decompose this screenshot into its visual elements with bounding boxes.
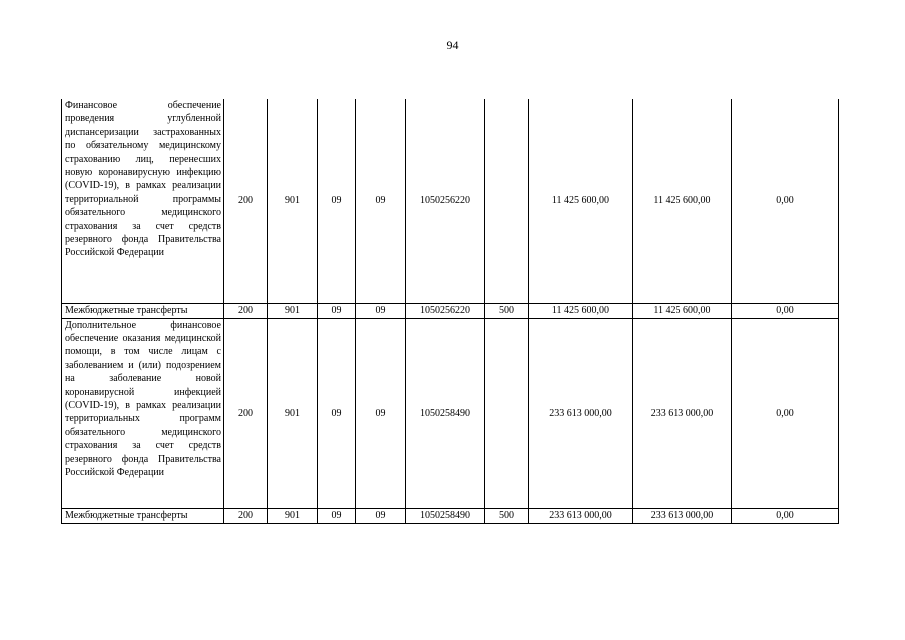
subsection-cell: 09	[356, 303, 406, 318]
table-row	[62, 318, 839, 508]
code-a-cell: 200	[224, 508, 268, 523]
subsection-cell: 09	[356, 508, 406, 523]
table-row	[62, 508, 839, 523]
code-a-cell: 200	[224, 99, 268, 303]
amount-2-cell: 233 613 000,00	[633, 508, 732, 523]
budget-table	[61, 99, 839, 524]
section-cell: 09	[318, 508, 356, 523]
subsection-cell: 09	[356, 99, 406, 303]
subsection-cell: 09	[356, 318, 406, 508]
target-article-cell: 1050258490	[406, 508, 485, 523]
page-number: 94	[446, 38, 459, 52]
code-b-cell: 901	[268, 508, 318, 523]
amount-1-cell: 233 613 000,00	[529, 508, 633, 523]
row-description: Финансовое обеспечение проведения углубленной диспансеризации застрахованных по обязательному медицинскому страхованию лиц, перенесших новую коронавирусную инфекцию (COVID-19), в рамках реализации территориальной программы обязательного медицинского страхования за счет средств резервного фонда Правительства Российской Федерации	[62, 99, 224, 303]
target-article-cell: 1050256220	[406, 303, 485, 318]
expense-type-cell: 500	[485, 303, 529, 318]
section-cell: 09	[318, 99, 356, 303]
table-row	[62, 99, 839, 303]
amount-1-cell: 233 613 000,00	[529, 318, 633, 508]
table-row	[62, 303, 839, 318]
section-cell: 09	[318, 303, 356, 318]
code-a-cell: 200	[224, 318, 268, 508]
row-description: Дополнительное финансовое обеспечение оказания медицинской помощи, в том числе лицам с заболеванием и (или) подозрением на заболевание новой коронавирусной инфекцией (COVID-19), в рамках реализации территориальных программ обязательного медицинского страхования за счет средств резервного фонда Правительства Российской Федерации	[62, 318, 224, 508]
target-article-cell: 1050256220	[406, 99, 485, 303]
expense-type-cell	[485, 318, 529, 508]
row-description: Межбюджетные трансферты	[62, 508, 224, 523]
code-a-cell: 200	[224, 303, 268, 318]
code-b-cell: 901	[268, 318, 318, 508]
amount-3-cell: 0,00	[732, 303, 839, 318]
amount-1-cell: 11 425 600,00	[529, 303, 633, 318]
amount-1-cell: 11 425 600,00	[529, 99, 633, 303]
amount-3-cell: 0,00	[732, 318, 839, 508]
code-b-cell: 901	[268, 303, 318, 318]
amount-3-cell: 0,00	[732, 508, 839, 523]
row-description: Межбюджетные трансферты	[62, 303, 224, 318]
expense-type-cell: 500	[485, 508, 529, 523]
section-cell: 09	[318, 318, 356, 508]
amount-3-cell: 0,00	[732, 99, 839, 303]
amount-2-cell: 11 425 600,00	[633, 99, 732, 303]
expense-type-cell	[485, 99, 529, 303]
amount-2-cell: 233 613 000,00	[633, 318, 732, 508]
target-article-cell: 1050258490	[406, 318, 485, 508]
code-b-cell: 901	[268, 99, 318, 303]
amount-2-cell: 11 425 600,00	[633, 303, 732, 318]
